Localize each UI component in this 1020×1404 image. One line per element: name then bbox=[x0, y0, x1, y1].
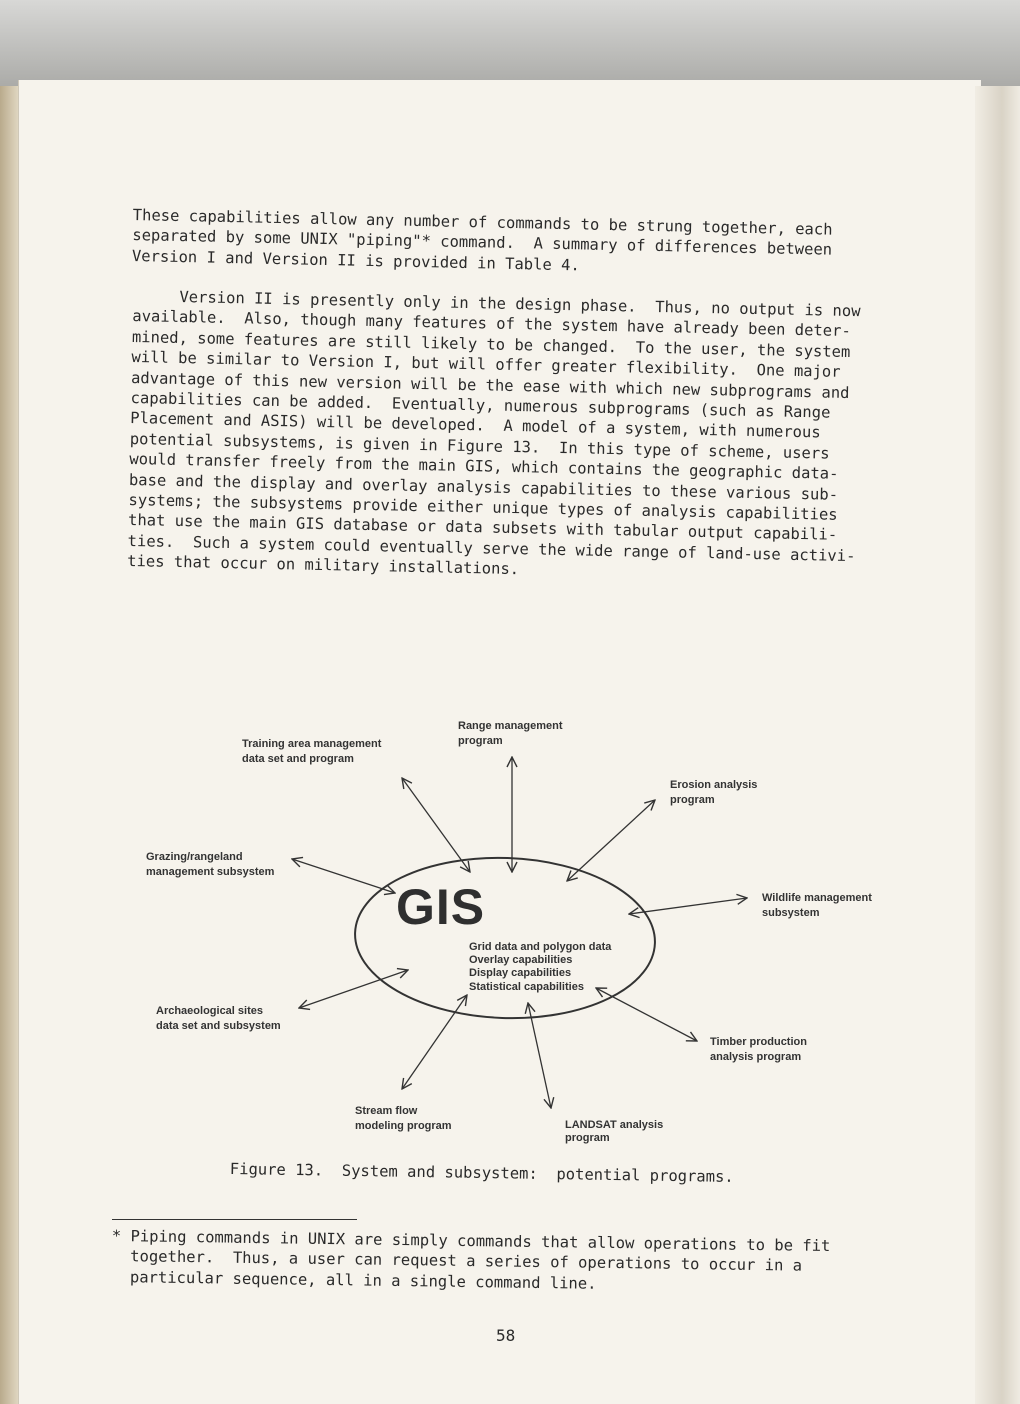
node-training-line2: data set and program bbox=[242, 753, 354, 765]
node-range-line2: program bbox=[458, 735, 503, 747]
paragraph-2: Version II is presently only in the design phase. Thus, no output is now available. Also, though many features of the system have already been deter- mined, some features are still likely to be changed. To the user, the system will be similar to Version I, but will offer greater flexibility. One major advantage of this new version will be the ease with which new subprograms and capabilities can be added. Eventually, numerous subprograms (such as Range Placement and ASIS) will be developed. A model of a system, with numerous potential subsystems, is given in Figure 13. In this type of scheme, users would transfer freely from the main GIS, which contains the geographic data- base and the display and overlay analysis capabilities to these various sub- systems; the subsystems provide either unique types of analysis capabilities that use the main GIS database or data subsets with tabular output capabili- ties. Such a system could eventually serve the wide range of land-use activi- ties that occur on military installations. bbox=[127, 286, 861, 579]
node-training-line1: Training area management bbox=[242, 738, 382, 750]
node-grazing-line2: management subsystem bbox=[146, 866, 275, 878]
node-stream-line1: Stream flow bbox=[355, 1105, 418, 1117]
arrow-grazing bbox=[292, 859, 395, 893]
gis-capability-1: Grid data and polygon data bbox=[469, 941, 612, 953]
gis-capability-2: Overlay capabilities bbox=[469, 954, 573, 966]
node-landsat-line1: LANDSAT analysis bbox=[565, 1119, 664, 1131]
arrow-archaeological bbox=[299, 970, 408, 1008]
arrow-erosion bbox=[567, 800, 655, 881]
arrow-stream bbox=[402, 995, 467, 1089]
arrow-training bbox=[402, 778, 470, 872]
footnote-divider bbox=[112, 1219, 357, 1220]
node-range-line1: Range management bbox=[458, 720, 563, 732]
node-archaeological-line1: Archaeological sites bbox=[156, 1005, 263, 1017]
gis-capability-4: Statistical capabilities bbox=[469, 981, 584, 993]
node-grazing-line1: Grazing/rangeland bbox=[146, 851, 243, 863]
node-timber-line2: analysis program bbox=[710, 1051, 802, 1063]
node-wildlife-line2: subsystem bbox=[762, 907, 820, 919]
node-stream-line2: modeling program bbox=[355, 1120, 452, 1132]
paragraph-1: These capabilities allow any number of commands to be strung together, each separated by some UNIX "piping"* command. A summary of differences between Version I and Version II is provided in Table 4. bbox=[131, 205, 833, 275]
gis-logo: GIS bbox=[396, 879, 486, 935]
node-archaeological-line2: data set and subsystem bbox=[156, 1020, 281, 1032]
page-number: 58 bbox=[496, 1326, 516, 1345]
node-landsat-line2: program bbox=[565, 1132, 610, 1144]
arrow-wildlife bbox=[629, 898, 747, 914]
footnote: * Piping commands in UNIX are simply commands that allow operations to be fit together. Thus, a user can request a series of operations to occur in a particular sequence, all in a single command line. bbox=[111, 1226, 831, 1293]
node-erosion-line1: Erosion analysis bbox=[670, 779, 758, 791]
arrow-timber bbox=[596, 988, 697, 1041]
gis-capability-3: Display capabilities bbox=[469, 967, 572, 979]
node-timber-line1: Timber production bbox=[710, 1036, 807, 1048]
arrow-landsat bbox=[528, 1003, 551, 1108]
node-erosion-line2: program bbox=[670, 794, 715, 806]
node-wildlife-line1: Wildlife management bbox=[762, 892, 872, 904]
figure-caption: Figure 13. System and subsystem: potential programs. bbox=[229, 1160, 734, 1186]
